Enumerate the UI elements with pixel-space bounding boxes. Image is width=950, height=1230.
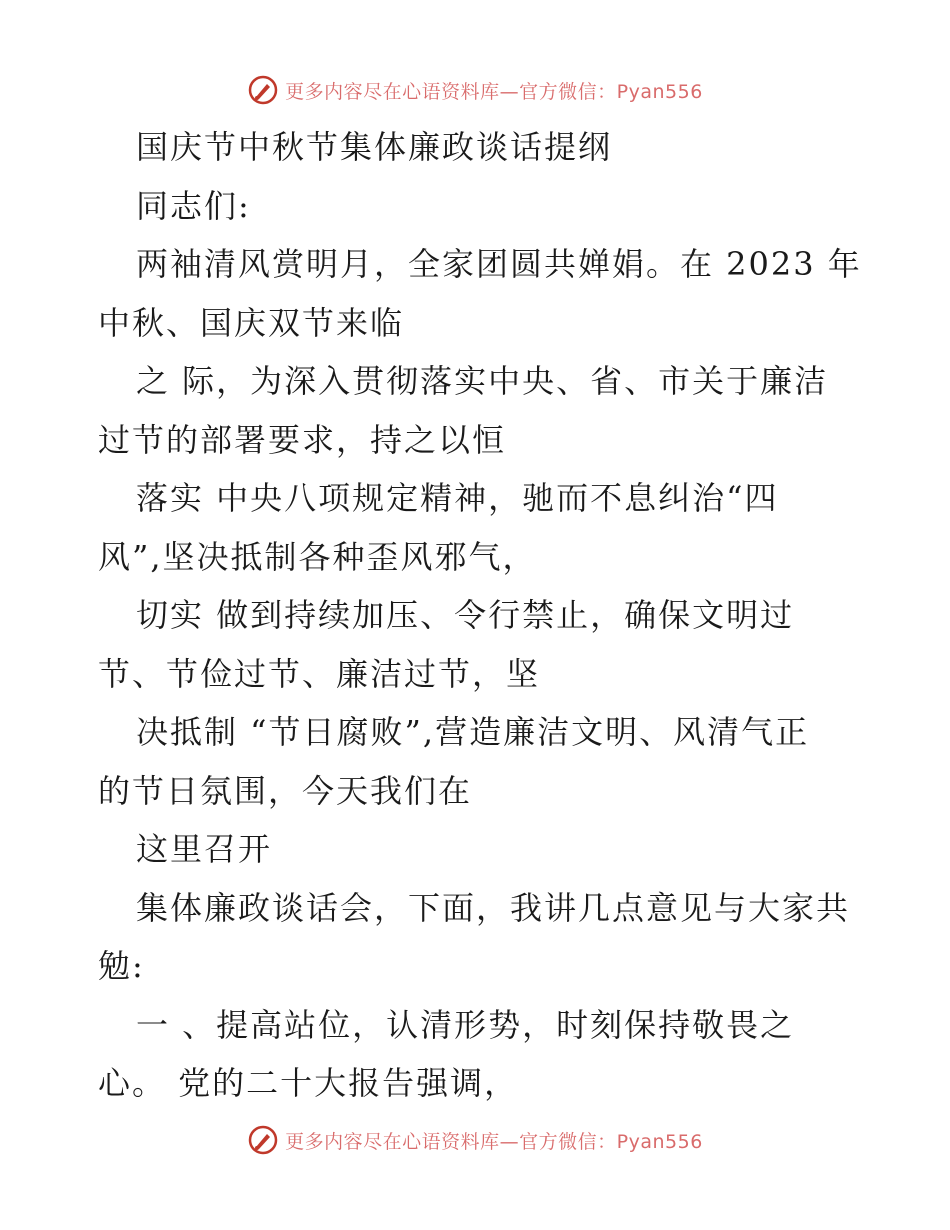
doc-line: 这里召开 (136, 830, 273, 868)
doc-line: 同志们: (136, 186, 251, 225)
doc-line: 两袖清风赏明月，全家团圆共婵娟。在 2023 年 (136, 245, 862, 283)
watermark-text: 更多内容尽在心语资料库—官方微信：Pyan556 (285, 1130, 703, 1153)
doc-line: 节、节俭过节、廉洁过节，坚 (98, 654, 541, 693)
doc-title: 国庆节中秋节集体廉政谈话提纲 (136, 128, 613, 166)
doc-line: 落实 中央八项规定精神，驰而不息纠治“四 (136, 479, 779, 517)
doc-line: 过节的部署要求，持之以恒 (98, 420, 507, 459)
doc-line: 中秋、国庆双节来临 (98, 303, 405, 342)
doc-line: 决抵制 “节日腐败”,营造廉洁文明、风清气正 (136, 713, 810, 751)
doc-line: 切实 做到持续加压、令行禁止，确保文明过 (136, 596, 795, 634)
brush-logo-icon (247, 74, 279, 106)
doc-line: 集体廉政谈话会，下面，我讲几点意见与大家共 (136, 888, 851, 927)
footer-watermark (0, 1120, 950, 1160)
doc-line: 的节日氛围，今天我们在 (98, 771, 473, 810)
header-watermark (0, 70, 950, 110)
watermark-text: 更多内容尽在心语资料库—官方微信：Pyan556 (285, 80, 703, 103)
document-body (98, 118, 862, 1113)
doc-line: 之 际，为深入贯彻落实中央、省、市关于廉洁 (136, 362, 829, 400)
brush-logo-icon (247, 1124, 279, 1156)
doc-line: 心。 党的二十大报告强调， (98, 1064, 519, 1102)
doc-line: 勉: (98, 947, 145, 985)
doc-line: 风”,坚决抵制各种歪风邪气， (98, 537, 537, 576)
section-heading: 一 、提高站位，认清形势，时刻保持敬畏之 (136, 1005, 795, 1044)
